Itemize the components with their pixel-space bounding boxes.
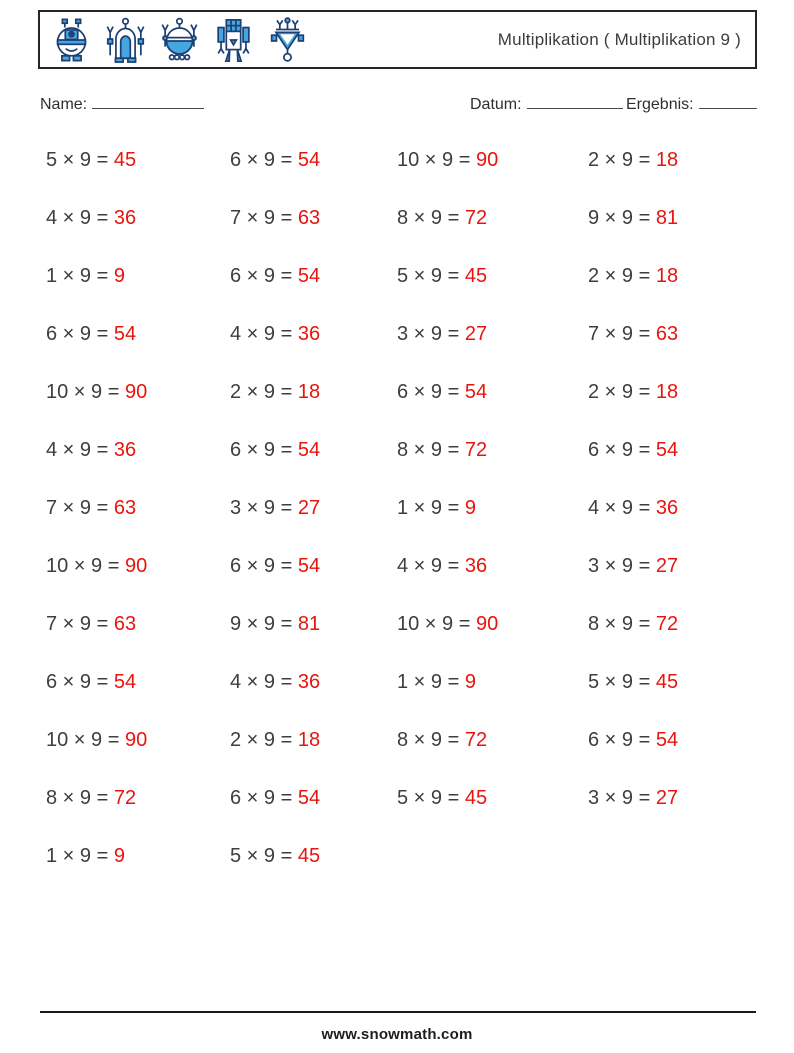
- problem-row: [46, 189, 758, 247]
- problem-answer: 63: [655, 322, 679, 345]
- problem-expression: 6 × 9 =: [46, 670, 114, 693]
- problem-row: [46, 769, 758, 827]
- problem-expression: 10 × 9 =: [46, 554, 125, 577]
- problem-answer: 90: [475, 148, 499, 171]
- problem: [230, 671, 397, 694]
- datum-label: Datum:: [470, 96, 522, 113]
- problem-expression: 1 × 9 =: [46, 844, 114, 867]
- problem-answer: 36: [297, 322, 321, 345]
- problem-expression: 2 × 9 =: [230, 728, 298, 751]
- problem-row: [46, 479, 758, 537]
- problem-expression: 10 × 9 =: [46, 728, 125, 751]
- problem-answer: 72: [655, 612, 679, 635]
- problem: [230, 323, 397, 346]
- problems-grid: [46, 131, 758, 885]
- problem: [230, 207, 397, 230]
- problem-row: [46, 421, 758, 479]
- problem-expression: 6 × 9 =: [230, 148, 298, 171]
- problem-answer: 36: [113, 206, 137, 229]
- problem: [397, 729, 588, 752]
- problem-expression: 2 × 9 =: [588, 380, 656, 403]
- problem: [46, 671, 230, 694]
- problem-answer: 63: [113, 612, 137, 635]
- problem: [46, 381, 230, 404]
- problem-answer: 54: [655, 728, 679, 751]
- problem-expression: 2 × 9 =: [230, 380, 298, 403]
- ergebnis-field: [626, 94, 757, 114]
- problem-answer: 72: [464, 438, 488, 461]
- problem-row: [46, 653, 758, 711]
- problem-expression: 6 × 9 =: [46, 322, 114, 345]
- problem-answer: 27: [655, 786, 679, 809]
- problem: [397, 555, 588, 578]
- problem-answer: 90: [124, 554, 148, 577]
- problem-expression: 5 × 9 =: [397, 264, 465, 287]
- problem-answer: 18: [297, 728, 321, 751]
- problem-row: [46, 131, 758, 189]
- problem: [230, 149, 397, 172]
- round-smiley-robot-icon: [50, 17, 93, 63]
- arch-body-robot-icon: [104, 17, 147, 63]
- problem: [397, 381, 588, 404]
- problem-answer: 72: [464, 206, 488, 229]
- triangle-robot-icon: [266, 17, 309, 63]
- problem-expression: 2 × 9 =: [588, 264, 656, 287]
- problem-row: [46, 247, 758, 305]
- problem: [588, 613, 758, 636]
- problem-expression: 5 × 9 =: [588, 670, 656, 693]
- problem-expression: 5 × 9 =: [46, 148, 114, 171]
- problem-expression: 6 × 9 =: [230, 264, 298, 287]
- problem-expression: 10 × 9 =: [397, 612, 476, 635]
- problem-answer: 90: [475, 612, 499, 635]
- footer-website: www.snowmath.com: [321, 1026, 473, 1043]
- problem-row: [46, 305, 758, 363]
- problem-answer: 54: [297, 786, 321, 809]
- datum-blank-line: [527, 94, 623, 109]
- problem-expression: 4 × 9 =: [46, 438, 114, 461]
- problem-expression: 5 × 9 =: [230, 844, 298, 867]
- problem: [46, 729, 230, 752]
- problem-answer: 54: [655, 438, 679, 461]
- problem: [46, 207, 230, 230]
- problem-answer: 45: [113, 148, 137, 171]
- problem-answer: 54: [297, 148, 321, 171]
- problem: [397, 497, 588, 520]
- problem-expression: 6 × 9 =: [230, 438, 298, 461]
- name-blank-line: [92, 94, 204, 109]
- problem-answer: 9: [464, 670, 476, 693]
- problem-expression: 9 × 9 =: [230, 612, 298, 635]
- problem: [230, 613, 397, 636]
- problem-expression: 3 × 9 =: [588, 786, 656, 809]
- problem-expression: 6 × 9 =: [230, 554, 298, 577]
- problem: [230, 265, 397, 288]
- problem-expression: 2 × 9 =: [588, 148, 656, 171]
- problem: [230, 497, 397, 520]
- problem: [230, 381, 397, 404]
- problem-answer: 54: [297, 264, 321, 287]
- problem-answer: 54: [297, 554, 321, 577]
- problem-answer: 9: [464, 496, 476, 519]
- problem: [397, 323, 588, 346]
- datum-field: [470, 94, 623, 114]
- problem-expression: 6 × 9 =: [397, 380, 465, 403]
- problem: [397, 207, 588, 230]
- problem-answer: 9: [113, 264, 125, 287]
- problem-answer: 54: [297, 438, 321, 461]
- problem-answer: 18: [655, 264, 679, 287]
- problem-answer: 27: [655, 554, 679, 577]
- problem-expression: 4 × 9 =: [230, 670, 298, 693]
- ergebnis-label: Ergebnis:: [626, 96, 694, 113]
- problem: [46, 555, 230, 578]
- problem: [397, 613, 588, 636]
- problem: [588, 265, 758, 288]
- problem: [588, 149, 758, 172]
- problem-expression: 4 × 9 =: [397, 554, 465, 577]
- problem: [46, 149, 230, 172]
- problem-answer: 18: [655, 380, 679, 403]
- problem-expression: 4 × 9 =: [588, 496, 656, 519]
- problem: [397, 265, 588, 288]
- problem-expression: 7 × 9 =: [230, 206, 298, 229]
- problem: [397, 439, 588, 462]
- problem-expression: 3 × 9 =: [588, 554, 656, 577]
- problem-answer: 63: [297, 206, 321, 229]
- problem: [230, 729, 397, 752]
- problem-row: [46, 827, 758, 885]
- problem: [397, 787, 588, 810]
- problem: [46, 439, 230, 462]
- header: [38, 10, 757, 69]
- problem-answer: 27: [464, 322, 488, 345]
- fields-row: [40, 94, 757, 116]
- problem-expression: 10 × 9 =: [397, 148, 476, 171]
- problem: [230, 845, 397, 868]
- problem-answer: 90: [124, 728, 148, 751]
- problem-expression: 8 × 9 =: [46, 786, 114, 809]
- problem-expression: 7 × 9 =: [588, 322, 656, 345]
- ergebnis-blank-line: [699, 94, 757, 109]
- problem: [588, 671, 758, 694]
- name-label: Name:: [40, 96, 88, 113]
- problem-row: [46, 595, 758, 653]
- problem-expression: 8 × 9 =: [397, 206, 465, 229]
- problem: [588, 323, 758, 346]
- problem: [46, 323, 230, 346]
- footer-divider: [40, 1011, 756, 1013]
- problem-answer: 81: [297, 612, 321, 635]
- problem: [46, 613, 230, 636]
- problem: [588, 729, 758, 752]
- problem-answer: 45: [464, 786, 488, 809]
- problem-expression: 7 × 9 =: [46, 496, 114, 519]
- problem-expression: 1 × 9 =: [397, 496, 465, 519]
- problem-expression: 9 × 9 =: [588, 206, 656, 229]
- problem-answer: 36: [297, 670, 321, 693]
- problem-answer: 63: [113, 496, 137, 519]
- problem-answer: 54: [113, 670, 137, 693]
- sphere-roller-robot-icon: [158, 17, 201, 63]
- page-title: Multiplikation ( Multiplikation 9 ): [497, 29, 741, 49]
- problem-expression: 1 × 9 =: [46, 264, 114, 287]
- problem-answer: 27: [297, 496, 321, 519]
- problem-answer: 9: [113, 844, 125, 867]
- problem-expression: 8 × 9 =: [397, 438, 465, 461]
- problem-answer: 18: [297, 380, 321, 403]
- problem: [46, 787, 230, 810]
- problem: [397, 149, 588, 172]
- problem-answer: 36: [113, 438, 137, 461]
- problem: [397, 671, 588, 694]
- problem-answer: 81: [655, 206, 679, 229]
- problem: [46, 265, 230, 288]
- problem-answer: 18: [655, 148, 679, 171]
- problem: [230, 787, 397, 810]
- problem-answer: 36: [655, 496, 679, 519]
- problem: [46, 497, 230, 520]
- problem: [230, 555, 397, 578]
- problem: [588, 787, 758, 810]
- problem-answer: 72: [113, 786, 137, 809]
- problem-expression: 10 × 9 =: [46, 380, 125, 403]
- problem-expression: 6 × 9 =: [588, 728, 656, 751]
- boxy-robot-icon: [212, 17, 255, 63]
- robot-icon-row: [50, 17, 309, 63]
- problem-answer: 45: [464, 264, 488, 287]
- problem-expression: 8 × 9 =: [397, 728, 465, 751]
- name-field: [40, 94, 204, 114]
- problem-expression: 5 × 9 =: [397, 786, 465, 809]
- problem: [230, 439, 397, 462]
- problem-answer: 72: [464, 728, 488, 751]
- problem-answer: 45: [297, 844, 321, 867]
- problem: [588, 439, 758, 462]
- problem: [588, 207, 758, 230]
- problem-answer: 54: [464, 380, 488, 403]
- problem-expression: 4 × 9 =: [230, 322, 298, 345]
- problem-row: [46, 363, 758, 421]
- problem: [588, 497, 758, 520]
- problem: [588, 555, 758, 578]
- problem-answer: 90: [124, 380, 148, 403]
- problem: [46, 845, 230, 868]
- problem-expression: 1 × 9 =: [397, 670, 465, 693]
- problem-expression: 3 × 9 =: [230, 496, 298, 519]
- problem-expression: 4 × 9 =: [46, 206, 114, 229]
- problem-expression: 3 × 9 =: [397, 322, 465, 345]
- problem-row: [46, 711, 758, 769]
- problem: [588, 381, 758, 404]
- problem-answer: 45: [655, 670, 679, 693]
- problem-expression: 6 × 9 =: [230, 786, 298, 809]
- problem-expression: 6 × 9 =: [588, 438, 656, 461]
- problem-answer: 54: [113, 322, 137, 345]
- problem-expression: 7 × 9 =: [46, 612, 114, 635]
- problem-row: [46, 537, 758, 595]
- problem-expression: 8 × 9 =: [588, 612, 656, 635]
- problem-answer: 36: [464, 554, 488, 577]
